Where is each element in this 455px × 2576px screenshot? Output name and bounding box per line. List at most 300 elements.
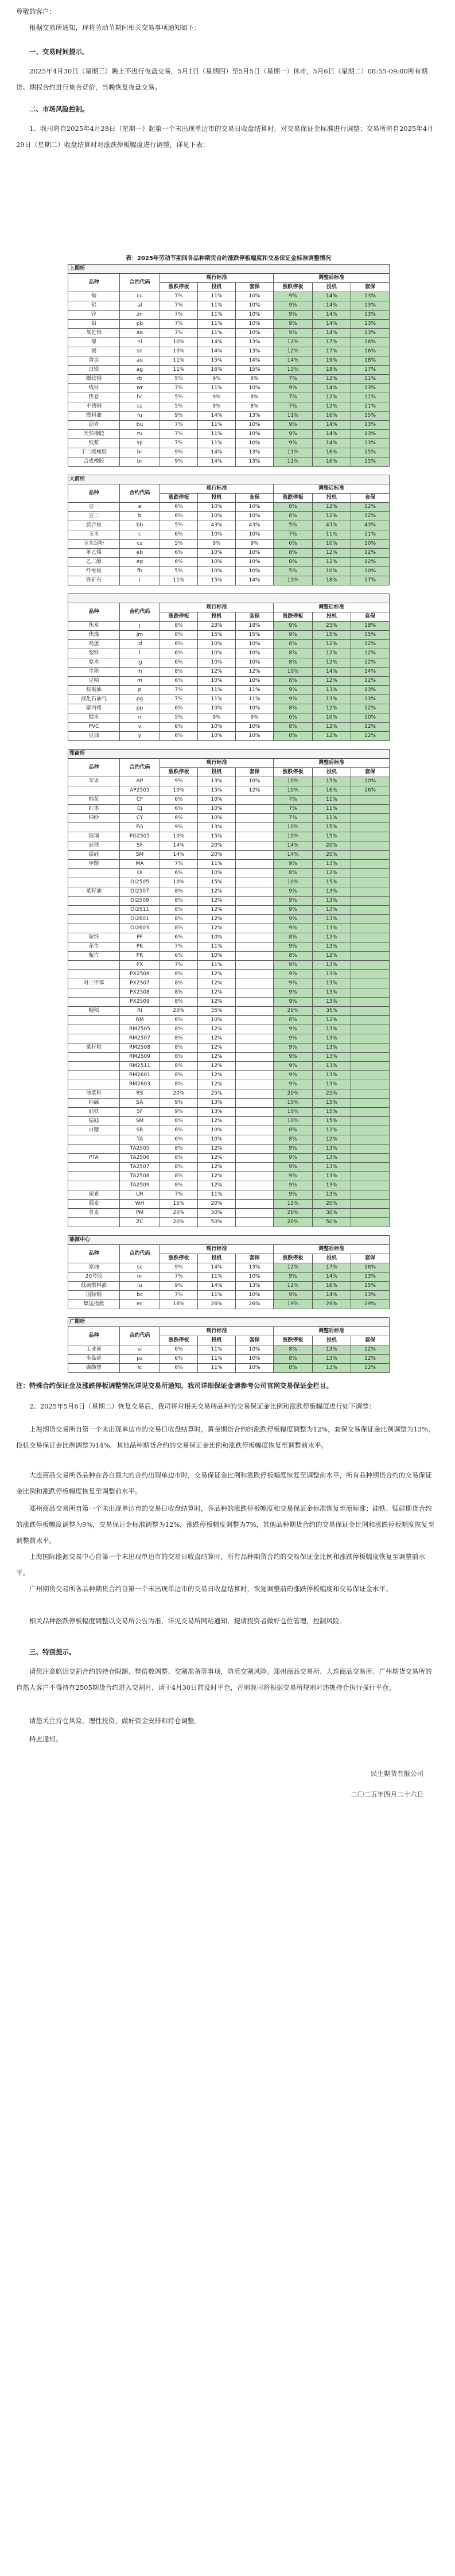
header-limit: 涨跌停板: [160, 494, 198, 503]
cell-variety: 铝: [68, 301, 120, 311]
cell-value: 8%: [274, 952, 313, 961]
cell-code: rb: [120, 375, 160, 384]
cell-value: 12%: [351, 732, 390, 741]
cell-value: 13%: [313, 906, 351, 915]
cell-value: 13%: [313, 1154, 351, 1163]
cell-value: 16%: [351, 786, 390, 796]
cell-value: 18%: [351, 356, 390, 366]
cell-value: 8%: [160, 622, 198, 631]
cell-value: 13%: [351, 430, 390, 439]
cell-code: ni: [120, 338, 160, 347]
cell-value: 13%: [313, 988, 351, 998]
cell-value: [236, 1181, 274, 1190]
cell-value: [236, 1209, 274, 1218]
cell-value: [236, 924, 274, 933]
cell-code: nr: [120, 1273, 160, 1282]
table-row: [68, 338, 390, 347]
cell-variety: 甲醇: [68, 860, 120, 869]
cell-code: ZC: [120, 1218, 160, 1227]
cell-value: 7%: [160, 430, 198, 439]
header-limit: 涨跌停板: [274, 612, 313, 622]
cell-value: 7%: [160, 311, 198, 320]
cell-value: 20%: [198, 841, 236, 851]
header-variety: 品种: [68, 1327, 120, 1345]
cell-variety: [68, 1172, 120, 1181]
cell-value: [351, 1099, 390, 1108]
cell-variety: 合成橡胶: [68, 457, 120, 467]
cell-variety: 原油: [68, 1263, 120, 1273]
cell-value: 7%: [160, 301, 198, 311]
cell-value: 13%: [313, 1345, 351, 1355]
cell-value: 5%: [160, 540, 198, 549]
cell-value: 19%: [274, 1300, 313, 1309]
cell-value: [351, 1126, 390, 1135]
cell-value: 11%: [198, 421, 236, 430]
cell-value: 13%: [274, 576, 313, 585]
cell-code: lc: [120, 1364, 160, 1373]
cell-value: 9%: [274, 320, 313, 329]
cell-value: 8%: [274, 649, 313, 658]
table-row: [68, 1007, 390, 1016]
cell-value: 9%: [274, 970, 313, 979]
cell-value: 10%: [198, 658, 236, 668]
table-spacer-cell: [68, 1309, 390, 1318]
cell-value: 10%: [236, 1355, 274, 1364]
cell-variety: 豆二: [68, 512, 120, 521]
header-speculate: 投机: [313, 612, 351, 622]
cell-value: 10%: [274, 668, 313, 677]
cell-value: [351, 832, 390, 841]
cell-value: 13%: [313, 1034, 351, 1043]
cell-value: 12%: [351, 512, 390, 521]
cell-value: [236, 860, 274, 869]
cell-value: [236, 851, 274, 860]
cell-value: 12%: [313, 1135, 351, 1145]
table-row: [68, 530, 390, 540]
cell-value: 16%: [313, 1282, 351, 1291]
cell-value: 10%: [236, 430, 274, 439]
cell-value: 9%: [274, 906, 313, 915]
cell-value: 13%: [351, 1291, 390, 1300]
cell-code: l: [120, 649, 160, 658]
cell-variety: 花生: [68, 942, 120, 952]
cell-value: 8%: [274, 723, 313, 732]
cell-value: 8%: [160, 998, 198, 1007]
cell-variety: 对二甲苯: [68, 979, 120, 988]
cell-value: [351, 1135, 390, 1145]
cell-variety: 锰硅: [68, 1117, 120, 1126]
table-row: [68, 384, 390, 393]
note-1: 注：特殊合约保证金及涨跌停板调整情况详见交易所通知，我司详细保证金请参考公司官网交易保证金栏目。: [16, 1382, 333, 1390]
cell-value: 12%: [313, 723, 351, 732]
cell-value: [351, 805, 390, 814]
header-code: 合约代码: [120, 759, 160, 777]
cell-variety: [68, 823, 120, 832]
cell-value: 12%: [198, 998, 236, 1007]
cell-value: 13%: [236, 338, 274, 347]
cell-value: 10%: [236, 530, 274, 540]
cell-variety: 碳酸锂: [68, 1364, 120, 1373]
cell-value: 10%: [236, 640, 274, 649]
cell-code: sn: [120, 347, 160, 356]
cell-value: 15%: [160, 1200, 198, 1209]
cell-value: 14%: [160, 851, 198, 860]
cell-value: 12%: [313, 1126, 351, 1135]
cell-value: 18%: [236, 622, 274, 631]
cell-value: 6%: [160, 704, 198, 713]
cell-value: [351, 878, 390, 887]
cell-value: 10%: [236, 1273, 274, 1282]
cell-variety: 纸浆: [68, 439, 120, 448]
cell-variety: 工业硅: [68, 1345, 120, 1355]
cell-value: 10%: [236, 549, 274, 558]
cell-variety: 锌: [68, 311, 120, 320]
cell-value: [351, 1034, 390, 1043]
table-row: [68, 393, 390, 402]
cell-code: CY: [120, 814, 160, 823]
cell-value: 13%: [198, 777, 236, 786]
header-speculate: 投机: [198, 768, 236, 777]
header-adjusted: 调整后标准: [274, 1327, 390, 1336]
cell-variety: 焦煤: [68, 631, 120, 640]
header-current: 现行标准: [160, 603, 274, 612]
cell-value: 14%: [198, 347, 236, 356]
cell-code: j: [120, 622, 160, 631]
header-hedge: 套保: [351, 612, 390, 622]
cell-code: eg: [120, 558, 160, 567]
cell-value: 9%: [274, 887, 313, 897]
cell-value: 14%: [313, 301, 351, 311]
cell-value: 11%: [198, 439, 236, 448]
cell-value: 8%: [274, 677, 313, 686]
header-adjusted: 调整后标准: [274, 484, 390, 494]
cell-value: 12%: [351, 640, 390, 649]
cell-value: 13%: [198, 1099, 236, 1108]
table-row: [68, 576, 390, 585]
cell-variety: [68, 1080, 120, 1089]
table-row: [68, 695, 390, 704]
cell-variety: 原木: [68, 658, 120, 668]
table-row: [68, 979, 390, 988]
table-row: [68, 933, 390, 942]
table-row: [68, 366, 390, 375]
cell-value: 12%: [198, 915, 236, 924]
header-current: 现行标准: [160, 1327, 274, 1336]
header-speculate: 投机: [198, 1336, 236, 1345]
header-hedge: 套保: [351, 494, 390, 503]
table-spacer-cell: [68, 467, 390, 475]
cell-code: pb: [120, 320, 160, 329]
cell-value: 9%: [274, 924, 313, 933]
header-current: 现行标准: [160, 759, 274, 768]
cell-value: 16%: [313, 457, 351, 467]
cell-value: 9%: [274, 915, 313, 924]
cell-variety: 豆粕: [68, 677, 120, 686]
table-row: [68, 1200, 390, 1209]
cell-value: 8%: [160, 887, 198, 897]
cell-value: 9%: [274, 1071, 313, 1080]
table-header-row: [68, 484, 390, 494]
cell-value: [351, 823, 390, 832]
cell-code: c: [120, 530, 160, 540]
cell-value: 13%: [351, 301, 390, 311]
cell-code: br: [120, 457, 160, 467]
exchange-row: [68, 750, 390, 759]
cell-value: [236, 1108, 274, 1117]
table-row: [68, 622, 390, 631]
cell-code: RM2507: [120, 1034, 160, 1043]
cell-value: 9%: [274, 1181, 313, 1190]
cell-variety: 白糖: [68, 1126, 120, 1135]
cell-value: 8%: [274, 1345, 313, 1355]
cell-value: 12%: [351, 658, 390, 668]
section-3-p2: 请您关注持仓风险，理性投资，做好资金安排和持仓调整。: [29, 1717, 201, 1725]
header-hedge: 套保: [236, 494, 274, 503]
cell-value: 8%: [160, 1025, 198, 1034]
cell-value: [236, 1145, 274, 1154]
cell-code: RM2505: [120, 1025, 160, 1034]
cell-code: RM2511: [120, 1062, 160, 1071]
cell-value: 7%: [160, 942, 198, 952]
cell-value: 11%: [313, 530, 351, 540]
cell-code: SF: [120, 1108, 160, 1117]
cell-value: 12%: [313, 503, 351, 512]
cell-variety: 油菜籽: [68, 1089, 120, 1099]
cell-value: 14%: [351, 668, 390, 677]
table-row: [68, 1355, 390, 1364]
table-row: [68, 841, 390, 851]
cell-value: 14%: [198, 338, 236, 347]
cell-value: 9%: [160, 448, 198, 457]
header-code: 合约代码: [120, 1327, 160, 1345]
cell-variety: [68, 1163, 120, 1172]
table-header-row: [68, 1245, 390, 1254]
cell-value: 12%: [313, 375, 351, 384]
note-p2: 2、2025年5月6日（星期二）恢复交易后，我司将对相关交易所品种的交易保证金比例和涨跌停板幅度进行如下调整：: [29, 1402, 376, 1410]
cell-value: 13%: [351, 320, 390, 329]
cell-value: 10%: [313, 567, 351, 576]
cell-value: 8%: [160, 906, 198, 915]
header-limit: 涨跌停板: [160, 283, 198, 292]
cell-code: lu: [120, 1282, 160, 1291]
cell-value: 12%: [313, 512, 351, 521]
cell-value: 6%: [160, 1355, 198, 1364]
cell-value: 7%: [160, 1291, 198, 1300]
cell-value: [236, 1062, 274, 1071]
cell-value: 13%: [313, 1071, 351, 1080]
cell-value: 15%: [313, 1108, 351, 1117]
cell-code: SA: [120, 1099, 160, 1108]
cell-value: 25%: [198, 1089, 236, 1099]
cell-value: 13%: [313, 1025, 351, 1034]
cell-value: 10%: [198, 1135, 236, 1145]
cell-value: 6%: [160, 1345, 198, 1355]
cell-value: 5%: [160, 567, 198, 576]
table-row: [68, 1053, 390, 1062]
table-row: [68, 1043, 390, 1053]
cell-value: 13%: [313, 1190, 351, 1200]
cell-value: 10%: [313, 713, 351, 723]
header-variety: 品种: [68, 484, 120, 503]
header-limit: 涨跌停板: [160, 768, 198, 777]
cell-value: 17%: [313, 338, 351, 347]
cell-value: 7%: [160, 292, 198, 301]
cell-value: [351, 979, 390, 988]
cell-value: 6%: [274, 540, 313, 549]
cell-value: 14%: [274, 356, 313, 366]
cell-code: TA2509: [120, 1181, 160, 1190]
cell-value: 8%: [274, 503, 313, 512]
cell-value: 9%: [274, 1025, 313, 1034]
cell-value: 10%: [160, 878, 198, 887]
cell-value: 20%: [313, 851, 351, 860]
cell-value: 12%: [198, 1163, 236, 1172]
cell-value: 9%: [160, 1099, 198, 1108]
table-row: [68, 952, 390, 961]
cell-value: 12%: [313, 677, 351, 686]
cell-value: 10%: [274, 878, 313, 887]
cell-value: 9%: [274, 622, 313, 631]
cell-code: ag: [120, 366, 160, 375]
cell-value: [236, 1135, 274, 1145]
cell-value: 13%: [351, 384, 390, 393]
cell-value: [236, 1154, 274, 1163]
cell-value: 20%: [198, 1200, 236, 1209]
cell-code: sp: [120, 439, 160, 448]
cell-value: 9%: [274, 421, 313, 430]
header-variety: 品种: [68, 274, 120, 292]
table-row: [68, 1190, 390, 1200]
cell-variety: 天然橡胶: [68, 430, 120, 439]
cell-variety: [68, 1135, 120, 1145]
table-row: [68, 677, 390, 686]
cell-code: OI: [120, 869, 160, 878]
cell-value: 13%: [313, 1163, 351, 1172]
cell-value: 8%: [274, 1016, 313, 1025]
cell-value: 9%: [274, 384, 313, 393]
cell-value: 7%: [274, 530, 313, 540]
cell-value: 13%: [313, 887, 351, 897]
note-p8: 相关品种涨跌停板幅度调整以交易所公告为准，详见交易所网站通知，提请投资者做好仓位管理，控制风险。: [29, 1617, 346, 1625]
cell-code: RS: [120, 1089, 160, 1099]
cell-value: 10%: [236, 421, 274, 430]
cell-value: 20%: [160, 1209, 198, 1218]
cell-value: 13%: [313, 915, 351, 924]
header-limit: 涨跌停板: [274, 283, 313, 292]
cell-value: 8%: [160, 1043, 198, 1053]
cell-variety: 普麦: [68, 1209, 120, 1218]
cell-variety: 豆一: [68, 503, 120, 512]
cell-variety: [68, 1218, 120, 1227]
cell-value: [236, 1071, 274, 1080]
cell-value: 9%: [274, 979, 313, 988]
cell-variety: [68, 878, 120, 887]
section-3-p1: 请您注意临近交割合约的持仓限额、整倍数调整、交割准备等事项，防范交割风险。郑州商品交易所、大连商品交易所、广州期货交易所的自然人客户不得持有2505期货合约进入交割月，请于4月30日前及时平仓，否则我司将根据交易所规则对违规持仓执行强行平仓。: [16, 1667, 432, 1692]
cell-value: [236, 1034, 274, 1043]
cell-value: 23%: [313, 622, 351, 631]
cell-code: TA2506: [120, 1154, 160, 1163]
cell-value: 12%: [313, 558, 351, 567]
cell-code: TA: [120, 1135, 160, 1145]
table-row: [68, 786, 390, 796]
header-hedge: 套保: [236, 1336, 274, 1345]
cell-value: 9%: [274, 1163, 313, 1172]
cell-value: 12%: [313, 640, 351, 649]
cell-code: OI2505: [120, 878, 160, 887]
cell-value: 8%: [160, 1080, 198, 1089]
cell-value: 10%: [274, 1108, 313, 1117]
cell-code: TA2507: [120, 1163, 160, 1172]
cell-value: 9%: [274, 1080, 313, 1089]
cell-code: lg: [120, 658, 160, 668]
cell-variety: 玻璃: [68, 832, 120, 841]
cell-value: 8%: [160, 668, 198, 677]
cell-value: 7%: [160, 329, 198, 338]
cell-value: [351, 1209, 390, 1218]
cell-value: 9%: [274, 329, 313, 338]
cell-value: 9%: [274, 292, 313, 301]
cell-value: 9%: [160, 412, 198, 421]
cell-value: 10%: [160, 338, 198, 347]
cell-value: 9%: [198, 402, 236, 412]
cell-code: jd: [120, 640, 160, 649]
cell-value: 9%: [274, 988, 313, 998]
cell-variety: 短纤: [68, 933, 120, 942]
exchange-name: 上期所: [68, 265, 390, 274]
table-row: [68, 412, 390, 421]
cell-value: 12%: [198, 897, 236, 906]
cell-value: 12%: [313, 393, 351, 402]
table-header-row: [68, 759, 390, 768]
cell-value: 11%: [351, 375, 390, 384]
table-row: [68, 915, 390, 924]
cell-variety: 粳稻: [68, 1007, 120, 1016]
cell-value: [236, 1007, 274, 1016]
cell-value: [236, 1099, 274, 1108]
cell-value: 5%: [160, 713, 198, 723]
cell-value: 13%: [236, 412, 274, 421]
cell-value: 43%: [236, 521, 274, 530]
cell-variety: [68, 906, 120, 915]
cell-variety: [68, 1016, 120, 1025]
cell-value: [236, 933, 274, 942]
cell-value: [351, 1007, 390, 1016]
table-row: [68, 1181, 390, 1190]
cell-variety: [68, 1062, 120, 1071]
cell-value: 12%: [236, 786, 274, 796]
cell-code: pp: [120, 704, 160, 713]
cell-value: [351, 1190, 390, 1200]
cell-value: 6%: [160, 530, 198, 540]
cell-value: 11%: [236, 686, 274, 695]
cell-value: 9%: [236, 540, 274, 549]
table-row: [68, 906, 390, 915]
cell-code: ps: [120, 1355, 160, 1364]
margin-table: [68, 264, 390, 1373]
cell-value: 10%: [236, 512, 274, 521]
cell-value: 7%: [160, 860, 198, 869]
cell-value: 11%: [198, 1273, 236, 1282]
table-row: [68, 649, 390, 658]
cell-value: 10%: [236, 384, 274, 393]
cell-variety: PVC: [68, 723, 120, 732]
cell-code: i: [120, 576, 160, 585]
cell-value: [351, 897, 390, 906]
cell-value: 12%: [313, 649, 351, 658]
exchange-name: 广期所: [68, 1318, 390, 1327]
table-header-row: [68, 274, 390, 283]
cell-value: 12%: [198, 924, 236, 933]
